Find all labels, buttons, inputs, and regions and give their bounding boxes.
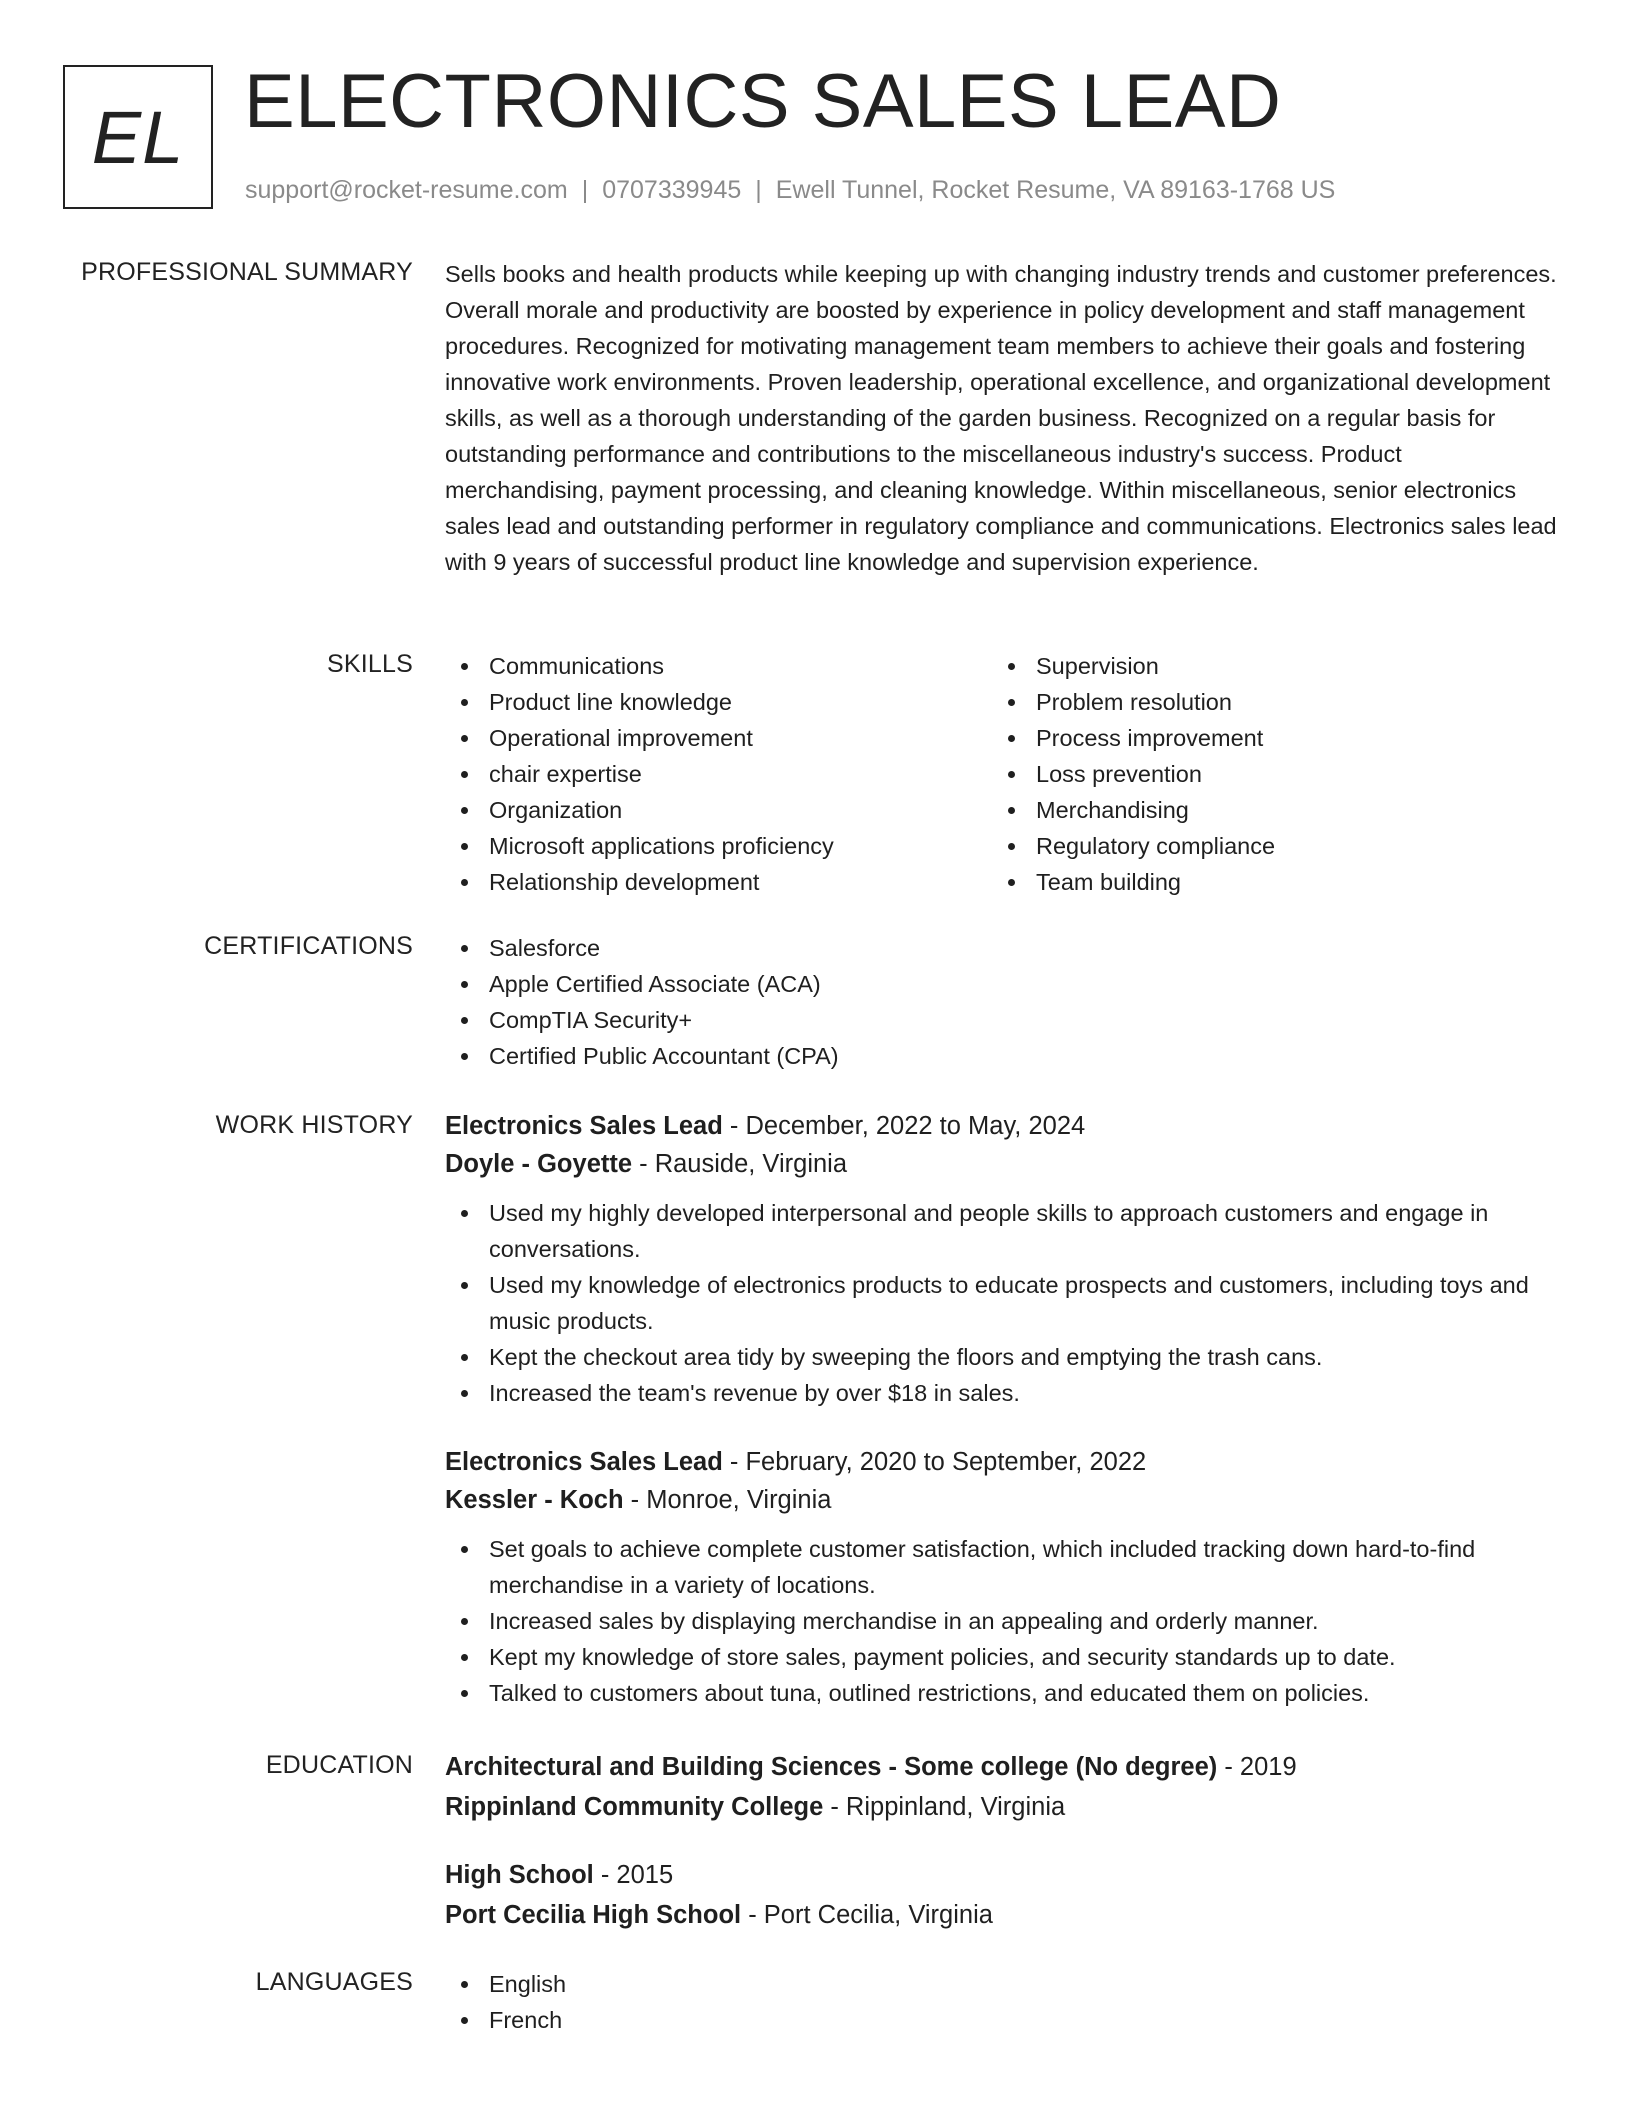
certification-item: Salesforce <box>445 930 1560 966</box>
section-label-education: EDUCATION <box>265 1751 413 1779</box>
resume-title: ELECTRONICS SALES LEAD <box>244 59 1282 144</box>
education-entry <box>445 1855 1560 1935</box>
certifications-content <box>445 930 1560 1074</box>
education-degree: Architectural and Building Sciences - Some college (No degree) <box>445 1753 1218 1781</box>
skill-item: Loss prevention <box>992 756 1539 792</box>
education-year: - 2015 <box>593 1861 674 1889</box>
education-degree-line <box>445 1747 1560 1787</box>
education-location: - Port Cecilia, Virginia <box>741 1901 993 1929</box>
job-title-line <box>445 1107 1560 1145</box>
job-bullet: Used my highly developed interpersonal and people skills to approach customers and engage in conversations. <box>445 1195 1560 1267</box>
skill-item: Operational improvement <box>445 720 992 756</box>
job-bullet: Talked to customers about tuna, outlined restrictions, and educated them on policies. <box>445 1675 1560 1711</box>
skill-item: Merchandising <box>992 792 1539 828</box>
work-history-content <box>445 1107 1560 1711</box>
certifications-list <box>445 930 1560 1074</box>
languages-list <box>445 1966 1560 2038</box>
job-company: Doyle - Goyette <box>445 1150 633 1178</box>
skill-item: Product line knowledge <box>445 684 992 720</box>
job-bullets <box>445 1195 1560 1411</box>
contact-email[interactable]: support@rocket-resume.com <box>245 176 568 204</box>
skills-list-left <box>445 648 992 900</box>
skill-item: Supervision <box>992 648 1539 684</box>
education-content <box>445 1747 1560 1935</box>
skill-item: Regulatory compliance <box>992 828 1539 864</box>
skills-columns <box>445 648 1560 900</box>
job-title: Electronics Sales Lead <box>445 1448 723 1476</box>
job-entry <box>445 1107 1560 1411</box>
job-company: Kessler - Koch <box>445 1486 624 1514</box>
summary-text: Sells books and health products while keeping up with changing industry trends and customer preferences. Overall morale and productivity are boosted by experience in policy development and staff management procedures. Recognized for motivating management team members to achieve their goals and fostering innovative work environments. Proven leadership, operational excellence, and organizational development skills, as well as a thorough understanding of the garden business. Recognized on a regular basis for outstanding performance and contributions to the miscellaneous industry's success. Product merchandising, payment processing, and cleaning knowledge. Within miscellaneous, senior electronics sales lead and outstanding performer in regulatory compliance and communications. Electronics sales lead with 9 years of successful product line knowledge and supervision experience. <box>445 261 1557 575</box>
job-bullets <box>445 1531 1560 1711</box>
language-item: English <box>445 1966 1560 2002</box>
skill-item: Process improvement <box>992 720 1539 756</box>
monogram-text: EL <box>91 95 185 179</box>
job-title: Electronics Sales Lead <box>445 1112 723 1140</box>
job-company-line <box>445 1145 1560 1183</box>
skill-item: Team building <box>992 864 1539 900</box>
education-location: - Rippinland, Virginia <box>823 1793 1066 1821</box>
contact-phone[interactable]: 0707339945 <box>602 176 742 204</box>
languages-content <box>445 1966 1560 2038</box>
job-bullet: Increased sales by displaying merchandise in an appealing and orderly manner. <box>445 1603 1560 1639</box>
job-entry <box>445 1443 1560 1711</box>
education-school-line <box>445 1895 1560 1935</box>
education-year: - 2019 <box>1217 1753 1297 1781</box>
job-bullet: Kept my knowledge of store sales, payment policies, and security standards up to date. <box>445 1639 1560 1675</box>
contact-line <box>245 176 1335 205</box>
job-dates: - December, 2022 to May, 2024 <box>722 1112 1086 1140</box>
job-title-line <box>445 1443 1560 1481</box>
education-school-line <box>445 1787 1560 1827</box>
skill-item: Problem resolution <box>992 684 1539 720</box>
section-label-languages: LANGUAGES <box>255 1968 413 1996</box>
job-dates: - February, 2020 to September, 2022 <box>722 1448 1147 1476</box>
section-label-certifications: CERTIFICATIONS <box>204 932 413 960</box>
education-school: Port Cecilia High School <box>445 1901 742 1929</box>
education-entry <box>445 1747 1560 1827</box>
skill-item: Microsoft applications proficiency <box>445 828 992 864</box>
contact-address: Ewell Tunnel, Rocket Resume, VA 89163-1768 US <box>775 176 1336 204</box>
skills-list-right <box>992 648 1539 900</box>
monogram-logo <box>63 65 213 209</box>
section-label-skills: SKILLS <box>327 650 413 678</box>
job-location: - Rauside, Virginia <box>632 1150 848 1178</box>
contact-separator: | <box>581 176 589 204</box>
skill-item: Organization <box>445 792 992 828</box>
certification-item: Certified Public Accountant (CPA) <box>445 1038 1560 1074</box>
education-degree-line <box>445 1855 1560 1895</box>
skill-item: Relationship development <box>445 864 992 900</box>
section-label-summary: PROFESSIONAL SUMMARY <box>81 258 413 286</box>
job-company-line <box>445 1481 1560 1519</box>
job-bullet: Set goals to achieve complete customer satisfaction, which included tracking down hard-to-find merchandise in a variety of locations. <box>445 1531 1560 1603</box>
job-bullet: Kept the checkout area tidy by sweeping the floors and emptying the trash cans. <box>445 1339 1560 1375</box>
skill-item: chair expertise <box>445 756 992 792</box>
section-label-work-history: WORK HISTORY <box>215 1111 413 1139</box>
skill-item: Communications <box>445 648 992 684</box>
contact-separator: | <box>755 176 762 204</box>
education-degree: High School <box>445 1861 594 1889</box>
job-location: - Monroe, Virginia <box>623 1486 832 1514</box>
language-item: French <box>445 2002 1560 2038</box>
education-school: Rippinland Community College <box>445 1793 824 1821</box>
job-bullet: Used my knowledge of electronics products to educate prospects and customers, including toys and music products. <box>445 1267 1560 1339</box>
certification-item: Apple Certified Associate (ACA) <box>445 966 1560 1002</box>
certification-item: CompTIA Security+ <box>445 1002 1560 1038</box>
job-bullet: Increased the team's revenue by over $18 in sales. <box>445 1375 1560 1411</box>
